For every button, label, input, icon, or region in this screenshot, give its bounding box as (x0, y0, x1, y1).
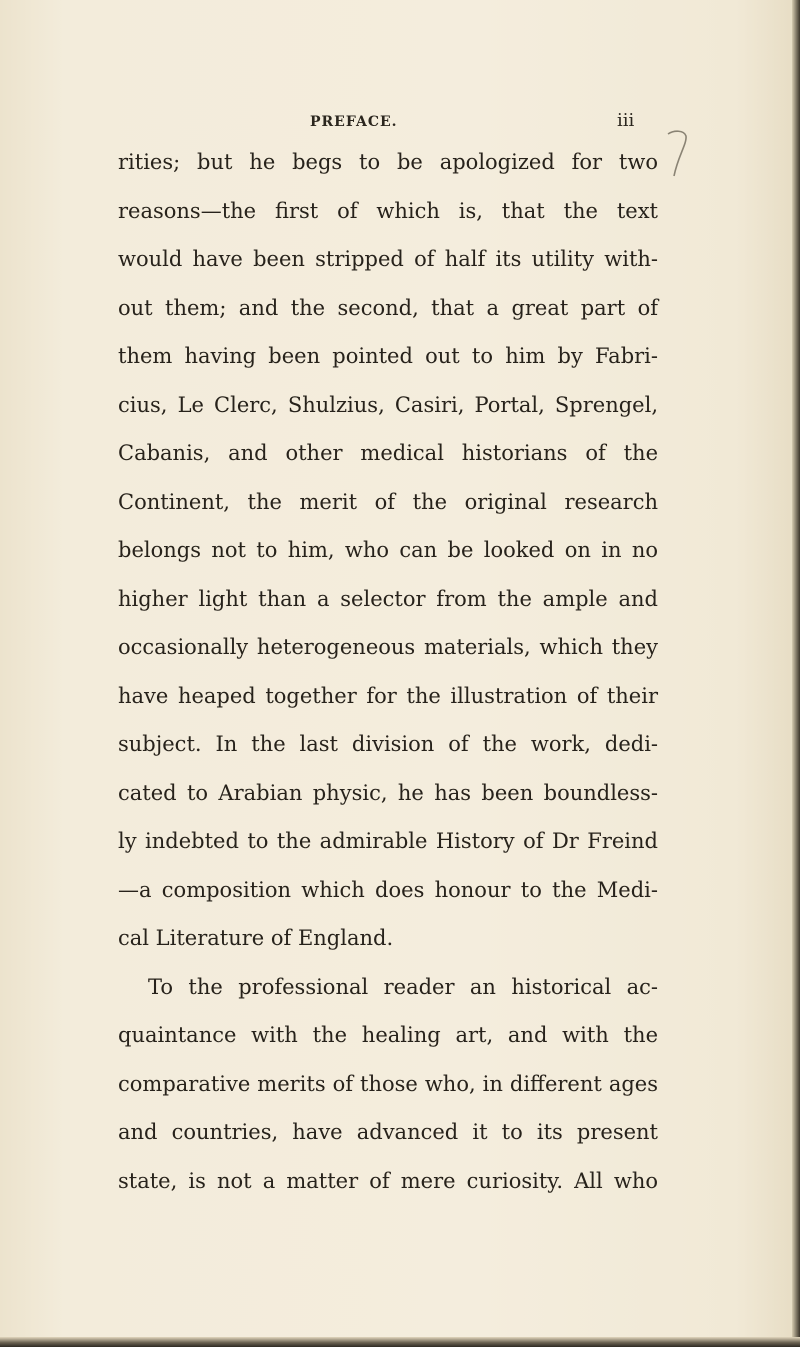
text-line: quaintance with the healing art, and with the (118, 1023, 658, 1047)
text-line: out them; and the second, that a great part of (118, 295, 658, 320)
text-line: cated to Arabian physic, he has been boundless- (118, 780, 658, 805)
text-line: Cabanis, and other medical historians of the (118, 441, 658, 465)
text-line: higher light than a selector from the ample and (118, 586, 658, 611)
body-text (118, 138, 658, 1205)
text-line: subject. In the last division of the work, dedi- (118, 732, 658, 756)
text-line: —a composition which does honour to the Medi- (118, 877, 658, 902)
text-line: reasons—the first of which is, that the text (118, 198, 658, 223)
running-head: PREFACE. (310, 114, 398, 130)
text-line: and countries, have advanced it to its present (118, 1120, 658, 1144)
text-line: rities; but he begs to be apologized for two (118, 150, 658, 174)
text-line: occasionally heterogeneous materials, which they (118, 635, 658, 659)
text-line: belongs not to him, who can be looked on in no (118, 538, 658, 562)
page-number: iii (617, 110, 635, 131)
page-header (0, 110, 800, 138)
text-line-paragraph-end: cal Literature of England. (118, 926, 394, 950)
text-line: Continent, the merit of the original research (118, 489, 658, 514)
text-line: them having been pointed out to him by Fabri- (118, 344, 658, 368)
text-line-paragraph-start: To the professional reader an historical ac- (148, 974, 658, 999)
text-line: ly indebted to the admirable History of Dr Freind (118, 829, 658, 853)
text-line: cius, Le Clerc, Shulzius, Casiri, Portal, Sprengel, (118, 392, 658, 417)
page-edge-shadow (792, 0, 800, 1347)
page-bottom-edge (0, 1337, 800, 1347)
text-line: state, is not a matter of mere curiosity. All who (118, 1168, 658, 1193)
text-line: comparative merits of those who, in different ages (118, 1071, 658, 1096)
text-line: have heaped together for the illustration of their (118, 683, 658, 708)
text-line: would have been stripped of half its utility with- (118, 247, 658, 271)
